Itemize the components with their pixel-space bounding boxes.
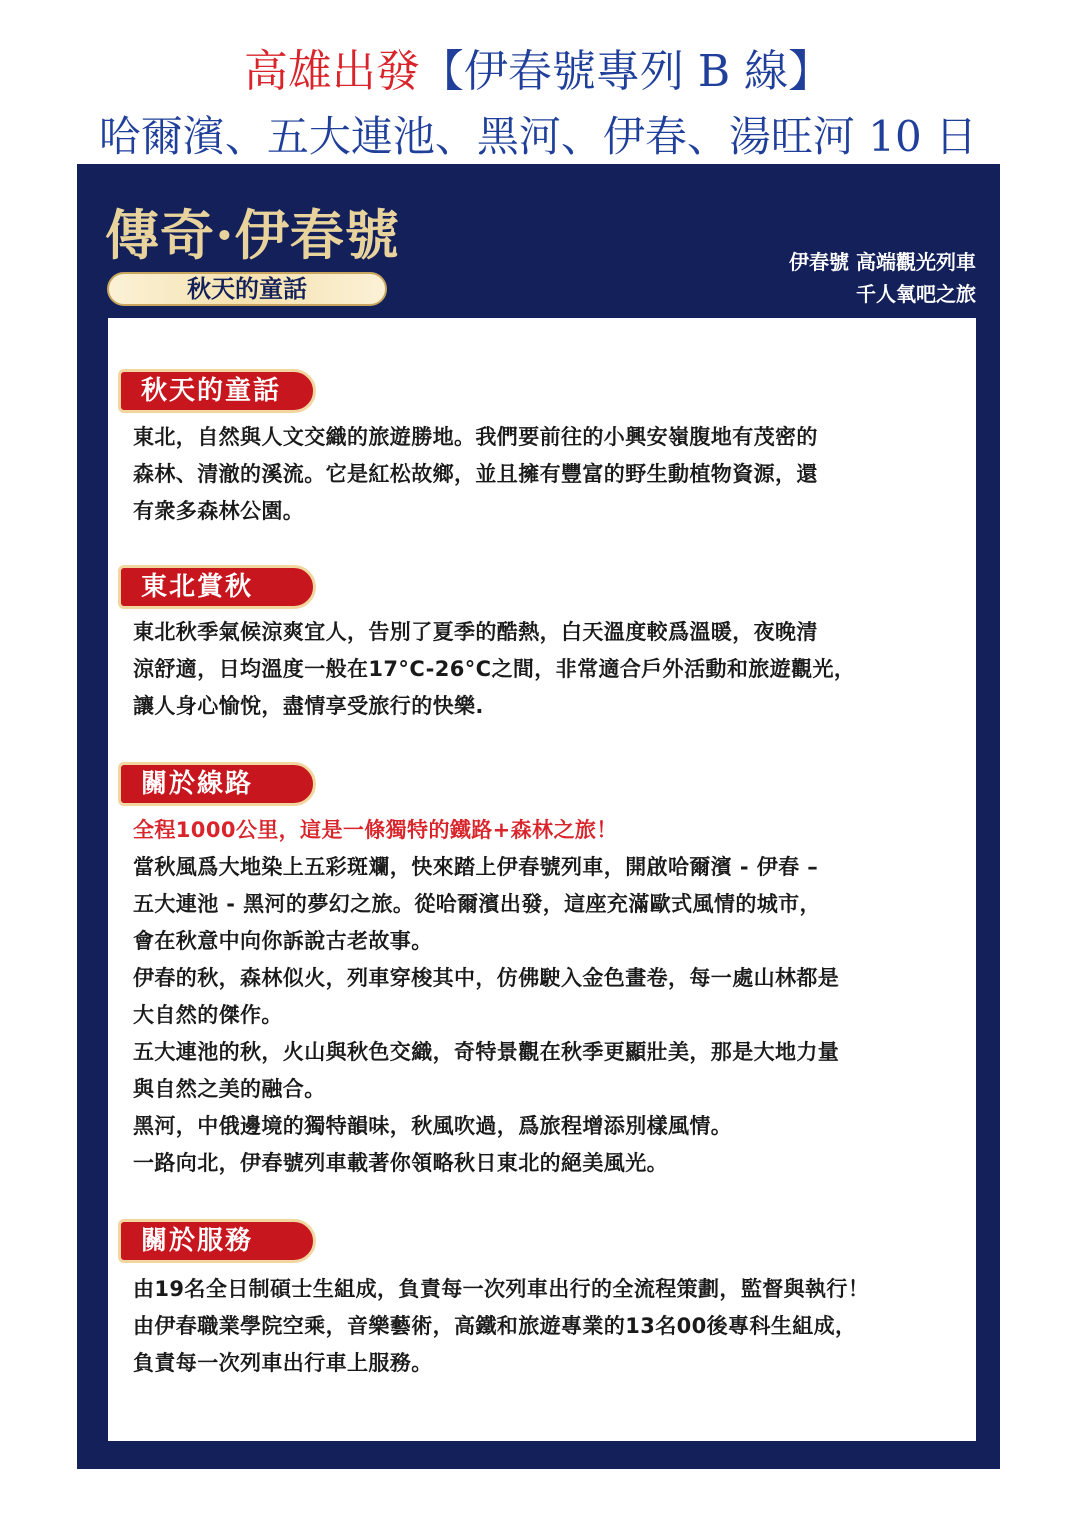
text-line: 與自然之美的融合。	[133, 1077, 326, 1101]
text-line: 東北，自然與人文交織的旅遊勝地。我們要前往的小興安嶺腹地有茂密的	[133, 425, 818, 449]
section-label-autumn-fairytale: 秋天的童話	[118, 369, 316, 413]
right-tag-line-2: 千人氧吧之旅	[856, 282, 976, 306]
text-line: 黑河，中俄邊境的獨特韻味，秋風吹過，爲旅程增添別樣風情。	[133, 1114, 733, 1138]
section-text-route	[133, 812, 983, 1182]
brand-tagline: 秋天的童話	[107, 272, 387, 306]
section-text-service	[133, 1271, 983, 1382]
section-label-northeast-autumn: 東北賞秋	[118, 565, 316, 609]
route-highlight: 全程1000公里，這是一條獨特的鐵路+森林之旅！	[133, 818, 618, 842]
right-tag-line-1: 伊春號 高端觀光列車	[789, 250, 976, 274]
text-line: 五大連池 - 黑河的夢幻之旅。從哈爾濱出發，這座充滿歐式風情的城市，	[133, 892, 821, 916]
text-line: 一路向北，伊春號列車載著你領略秋日東北的絕美風光。	[133, 1151, 668, 1175]
text-line: 由伊春職業學院空乘，音樂藝術，高鐵和旅遊專業的13名00後專科生組成，	[133, 1314, 857, 1338]
text-line: 伊春的秋，森林似火，列車穿梭其中，仿佛駛入金色畫卷，每一處山林都是	[133, 966, 840, 990]
text-line: 負責每一次列車出行車上服務。	[133, 1351, 433, 1375]
brand-name: 傳奇·伊春號	[105, 203, 400, 267]
section-label-service: 關於服務	[118, 1219, 316, 1263]
page-subtitle: 哈爾濱、五大連池、黑河、伊春、湯旺河 10 日	[98, 112, 978, 161]
brand-right-tag	[789, 246, 976, 310]
text-line: 涼舒適，日均溫度一般在17°C-26°C之間，非常適合戶外活動和旅遊觀光，	[133, 657, 856, 681]
text-line: 大自然的傑作。	[133, 1003, 283, 1027]
text-line: 森林、清澈的溪流。它是紅松故鄉，並且擁有豐富的野生動植物資源，還	[133, 462, 818, 486]
text-line: 五大連池的秋，火山與秋色交織，奇特景觀在秋季更顯壯美，那是大地力量	[133, 1040, 840, 1064]
title-origin: 高雄出發	[243, 46, 420, 97]
text-line: 讓人身心愉悅，盡情享受旅行的快樂.	[133, 694, 484, 718]
text-line: 當秋風爲大地染上五彩斑斕，快來踏上伊春號列車，開啟哈爾濱 - 伊春 –	[133, 855, 819, 879]
section-label-route: 關於線路	[118, 762, 316, 806]
text-line: 由19名全日制碩士生組成，負責每一次列車出行的全流程策劃，監督與執行！	[133, 1277, 870, 1301]
section-text-autumn-fairytale	[133, 419, 983, 530]
title-train: 【伊春號專列 B 線】	[419, 46, 833, 97]
text-line: 東北秋季氣候涼爽宜人，告別了夏季的酷熱，白天溫度較爲溫暖，夜晚清	[133, 620, 818, 644]
page-title	[0, 42, 1076, 102]
section-text-northeast-autumn	[133, 614, 983, 725]
text-line: 有衆多森林公園。	[133, 499, 305, 523]
text-line: 會在秋意中向你訴說古老故事。	[133, 929, 433, 953]
